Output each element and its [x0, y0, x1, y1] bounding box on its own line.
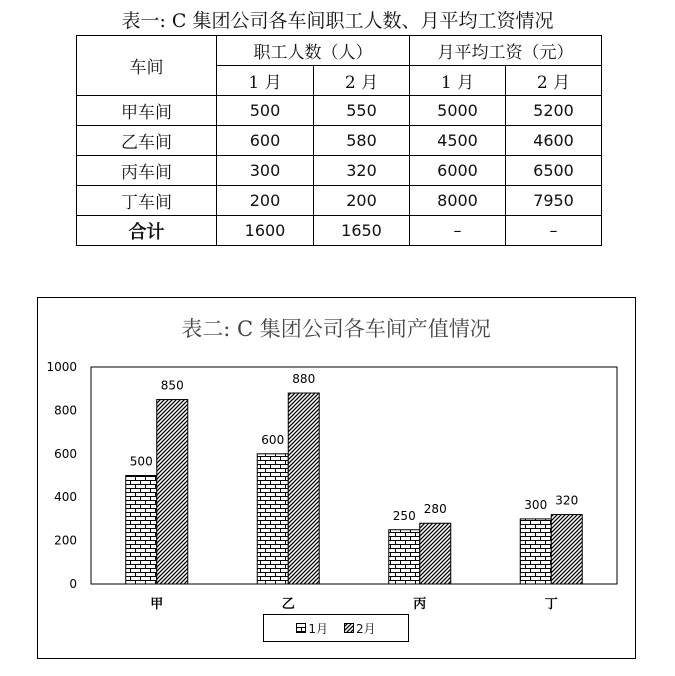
table-cell: 5200	[506, 96, 602, 126]
brick-swatch-icon	[296, 623, 306, 633]
table-cell: 320	[314, 156, 410, 186]
header-workshop: 车间	[77, 36, 217, 96]
total-label: 合计	[77, 216, 217, 246]
table-cell: 1650	[314, 216, 410, 246]
header-month: 2 月	[506, 66, 602, 96]
header-average-wage: 月平均工资（元）	[410, 36, 602, 66]
x-tick-label: 丙	[413, 597, 427, 612]
header-month: 2 月	[314, 66, 410, 96]
legend-item-jan	[296, 620, 328, 637]
table-cell: 600	[217, 126, 314, 156]
bar-jan	[126, 476, 157, 585]
row-label: 甲车间	[77, 96, 217, 126]
bar-feb	[420, 523, 451, 584]
y-tick-label: 800	[54, 403, 77, 418]
hatch-swatch-icon	[344, 623, 354, 633]
data-label: 850	[160, 378, 184, 393]
table-cell: 4600	[506, 126, 602, 156]
bar-feb	[551, 515, 582, 584]
bar-feb	[157, 400, 188, 584]
table-cell: 580	[314, 126, 410, 156]
table-cell: 6000	[410, 156, 506, 186]
data-label: 500	[129, 454, 153, 469]
table-cell: 5000	[410, 96, 506, 126]
data-label: 280	[423, 502, 447, 517]
table-cell: 7950	[506, 186, 602, 216]
y-tick-label: 400	[54, 490, 77, 505]
row-label: 丙车间	[77, 156, 217, 186]
table-cell: 200	[217, 186, 314, 216]
y-tick-label: 0	[69, 577, 77, 591]
data-label: 880	[292, 372, 316, 387]
bar-jan	[520, 519, 551, 584]
legend-label: 2月	[356, 621, 376, 636]
row-label: 丁车间	[77, 186, 217, 216]
table-cell: –	[410, 216, 506, 246]
x-tick-label: 甲	[150, 597, 164, 612]
table-cell: 6500	[506, 156, 602, 186]
data-label: 250	[392, 508, 416, 523]
header-month: 1 月	[410, 66, 506, 96]
y-tick-label: 1000	[46, 360, 77, 374]
legend	[263, 614, 409, 642]
chart-title: 表二: C 集团公司各车间产值情况	[181, 317, 491, 341]
header-month: 1 月	[217, 66, 314, 96]
y-tick-label: 600	[54, 446, 77, 461]
legend-label: 1月	[308, 621, 328, 636]
x-tick-label: 丁	[544, 597, 558, 612]
table-cell: 200	[314, 186, 410, 216]
y-tick-label: 200	[54, 533, 77, 548]
row-label: 乙车间	[77, 126, 217, 156]
table-cell: 1600	[217, 216, 314, 246]
bar-jan	[389, 530, 420, 584]
table-cell: 4500	[410, 126, 506, 156]
legend-item-feb	[344, 620, 376, 637]
table-title: 表一: C 集团公司各车间职工人数、月平均工资情况	[121, 10, 554, 32]
table-cell: 300	[217, 156, 314, 186]
data-label: 600	[261, 432, 285, 447]
header-staff-count: 职工人数（人）	[217, 36, 410, 66]
table-cell: –	[506, 216, 602, 246]
data-label: 300	[524, 497, 548, 512]
bar-jan	[257, 454, 288, 584]
table-cell: 550	[314, 96, 410, 126]
table-cell: 8000	[410, 186, 506, 216]
data-label: 320	[555, 493, 579, 508]
bar-feb	[288, 393, 319, 584]
x-tick-label: 乙	[281, 597, 295, 612]
table-cell: 500	[217, 96, 314, 126]
